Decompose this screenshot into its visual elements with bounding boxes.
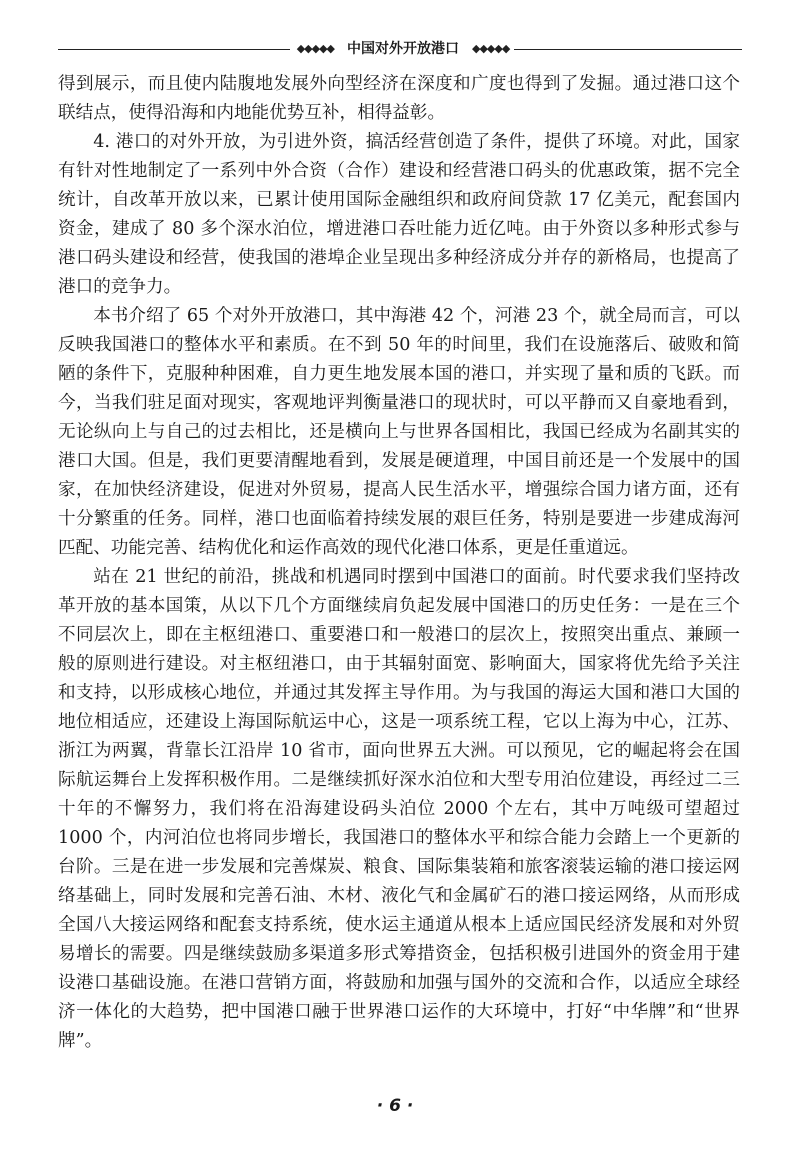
paragraph-future-tasks: 站在 21 世纪的前沿，挑战和机遇同时摆到中国港口的面前。时代要求我们坚持改革开放的基本国策，从以下几个方面继续肩负起发展中国港口的历史任务：一是在三个不同层次上，即在主枢纽港口、重要港口和一般港口的层次上，按照突出重点、兼顾一般的原则进行建设。对主枢纽港口，由于其辐射面宽、影响面大，国家将优先给予关注和支持，以形成核心地位，并通过其发挥主导作用。为与我国的海运大国和港口大国的地位相适应，还建设上海国际航运中心，这是一项系统工程，它以上海为中心，江苏、浙江为两翼，背靠长江沿岸 10 省市，面向世界五大洲。可以预见，它的崛起将会在国际航运舞台上发挥积极作用。二是继续抓好深水泊位和大型专用泊位建设，再经过二三十年的不懈努力，我们将在沿海建设码头泊位 2000 个左右，其中万吨级可望超过 1000 个，内河泊位也将同步增长，我国港口的整体水平和综合能力会踏上一个更新的台阶。三是在进一步发展和完善煤炭、粮食、国际集装箱和旅客滚装运输的港口接运网络基础上，同时发展和完善石油、木材、液化气和金属矿石的港口接运网络，从而形成全国八大接运网络和配套支持系统，使水运主通道从根本上适应国民经济发展和对外贸易增长的需要。四是继续鼓励多渠道多形式筹措资金，包括积极引进国外的资金用于建设港口基础设施。在港口营销方面，将鼓励和加强与国外的交流和合作，以适应全球经济一体化的大趋势，把中国港口融于世界港口运作的大环境中，打好“中华牌”和“世界牌”。: [58, 567, 740, 1051]
running-title: 中国对外开放港口: [347, 41, 459, 57]
header-rule-left: [58, 49, 290, 50]
header-ornament-left: ◆◆◆◆◆: [296, 42, 334, 55]
paragraph-continued: 得到展示，而且使内陆腹地发展外向型经济在深度和广度也得到了发掘。通过港口这个联结点，使得沿海和内地能优势互补，相得益彰。: [58, 74, 740, 123]
paragraph-book-intro: 本书介绍了 65 个对外开放港口，其中海港 42 个，河港 23 个，就全局而言，可以反映我国港口的整体水平和素质。在不到 50 年的时间里，我们在设施落后、破败和简陋的条件下，克服种种困难，自力更生地发展本国的港口，并实现了量和质的飞跃。而今，当我们驻足面对现实，客观地评判衡量港口的现状时，可以平静而又自豪地看到，无论纵向上与自己的过去相比，还是横向上与世界各国相比，我国已经成为名副其实的港口大国。但是，我们更要清醒地看到，发展是硬道理，中国目前还是一个发展中的国家，在加快经济建设，促进对外贸易，提高人民生活水平，增强综合国力诸方面，还有十分繁重的任务。同样，港口也面临着持续发展的艰巨任务，特别是要进一步建成海河匹配、功能完善、结构优化和运作高效的现代化港口体系，更是任重道远。: [58, 306, 740, 558]
paragraph-item-4: 4. 港口的对外开放，为引进外资，搞活经营创造了条件，提供了环境。对此，国家有针对性地制定了一系列中外合资（合作）建设和经营港口码头的优惠政策，据不完全统计，自改革开放以来，已累计使用国际金融组织和政府间贷款 17 亿美元，配套国内资金，建成了 80 多个深水泊位，增进港口吞吐能力近亿吨。由于外资以多种形式参与港口码头建设和经营，使我国的港埠企业呈现出多种经济成分并存的新格局，也提高了港口的竞争力。: [58, 132, 740, 297]
running-header: [58, 38, 742, 60]
header-rule-right: [514, 49, 742, 50]
header-ornament-right: ◆◆◆◆◆: [472, 42, 510, 55]
body-text: [58, 70, 740, 1056]
page-number: · 6 ·: [376, 1096, 414, 1116]
